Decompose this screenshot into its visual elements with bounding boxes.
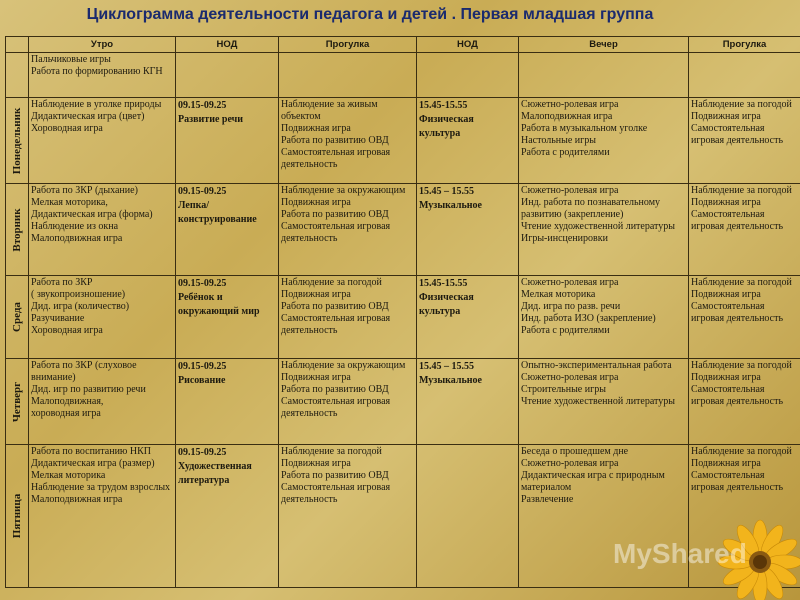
- cell-line: Дидактическая игра (цвет): [31, 111, 145, 122]
- cell-nod-1: [176, 98, 279, 184]
- cell-walk-2: [689, 184, 800, 276]
- cell-line: Рисование: [178, 375, 226, 386]
- cell-line: Работа по ЗКР: [31, 277, 93, 288]
- cell-line: Дидактическая игра (форма): [31, 209, 153, 220]
- cell-morning: [29, 359, 176, 445]
- cell-line: Музыкальное: [419, 375, 482, 386]
- cell-line: Самостоятельная игровая деятельность: [691, 470, 784, 493]
- cell-line: 09.15-09.25: [178, 186, 227, 197]
- table-row: [6, 184, 800, 276]
- cell-line: Наблюдение за погодой: [691, 446, 792, 457]
- cell-nod-1: [176, 184, 279, 276]
- cell-line: Сюжетно-ролевая игра: [521, 99, 619, 110]
- cell-line: Работа по ЗКР (дыхание): [31, 185, 138, 196]
- cell-line: Лепка/конструирование: [178, 200, 257, 225]
- cell-line: Малоподвижная игра: [31, 233, 123, 244]
- day-cell: [6, 98, 29, 184]
- cell-empty: [279, 53, 417, 98]
- table-row-general: [6, 53, 800, 98]
- cell-line: Инд. работа ИЗО (закрепление): [521, 313, 656, 324]
- cell-line: Сюжетно-ролевая игра: [521, 372, 619, 383]
- cell-line: Хороводная игра: [31, 325, 103, 336]
- cell-line: Самостоятельная игровая деятельность: [691, 384, 784, 407]
- cell-line: Подвижная игра: [281, 458, 351, 469]
- cell-line: Беседа о прошедшем дне: [521, 446, 629, 457]
- cell-walk-1: [279, 98, 417, 184]
- header-morning: Утро: [29, 37, 176, 53]
- cell-line: Хороводная игра: [31, 123, 103, 134]
- table-row: [6, 98, 800, 184]
- header-nod-2: НОД: [417, 37, 519, 53]
- cell-evening: [519, 98, 689, 184]
- day-label: Четверг: [11, 381, 23, 422]
- cell-line: Самостоятельная игровая деятельность: [691, 209, 784, 232]
- cell-line: Наблюдение за погодой: [281, 277, 382, 288]
- cell-line: Опытно-экспериментальная работа: [521, 360, 672, 371]
- cell-line: Подвижная игра: [281, 197, 351, 208]
- cell-line: Малоподвижная игра: [31, 494, 123, 505]
- day-cell: [6, 445, 29, 588]
- table-row: [6, 359, 800, 445]
- cell-line: Наблюдение за погодой: [281, 446, 382, 457]
- cell-line: Дид. игр по развитию речи: [31, 384, 146, 395]
- cell-line: 15.45 – 15.55: [419, 361, 474, 372]
- cell-nod-1: [176, 276, 279, 359]
- day-cell-empty: [6, 53, 29, 98]
- cell-nod-1: [176, 445, 279, 588]
- cell-line: Сюжетно-ролевая игра: [521, 277, 619, 288]
- day-label: Пятница: [11, 493, 23, 539]
- cell-nod-2: [417, 98, 519, 184]
- cell-empty: [417, 53, 519, 98]
- cell-line: Самостоятельная игровая деятельность: [281, 396, 391, 419]
- cell-empty: [519, 53, 689, 98]
- cell-nod-2: [417, 445, 519, 588]
- cell-line: Подвижная игра: [691, 458, 761, 469]
- cell-line: 09.15-09.25: [178, 361, 227, 372]
- cell-line: Малоподвижная,: [31, 396, 104, 407]
- cell-line: 15.45 – 15.55: [419, 186, 474, 197]
- cell-line: Работа с родителями: [521, 325, 610, 336]
- cell-line: Чтение художественной литературы: [521, 396, 675, 407]
- cell-line: хороводная игра: [31, 408, 101, 419]
- cell-line: 09.15-09.25: [178, 100, 227, 111]
- cell-line: Работа по развитию ОВД: [281, 209, 389, 220]
- cell-line: Наблюдение за живым объектом: [281, 99, 378, 122]
- cell-line: Дидактическая игра (размер): [31, 458, 155, 469]
- cell-line: Работа по развитию ОВД: [281, 470, 389, 481]
- cell-line: Музыкальное: [419, 200, 482, 211]
- cell-line: Работа по развитию ОВД: [281, 384, 389, 395]
- cell-line: Работа по воспитанию НКП: [31, 446, 151, 457]
- cell-line: Подвижная игра: [691, 289, 761, 300]
- cell-line: Физическая культура: [419, 114, 474, 139]
- cell-walk-1: [279, 184, 417, 276]
- cell-walk-2: [689, 276, 800, 359]
- cell-line: Мелкая моторика,: [31, 197, 108, 208]
- cell-line: Малоподвижная игра: [521, 111, 613, 122]
- cell-line: Наблюдение за погодой: [691, 99, 792, 110]
- day-label: Вторник: [11, 207, 23, 252]
- cell-line: Самостоятельная игровая деятельность: [281, 313, 391, 336]
- header-corner: [6, 37, 29, 53]
- table-row: [6, 276, 800, 359]
- cell-line: 15.45-15.55: [419, 100, 468, 111]
- header-walk-2: Прогулка: [689, 37, 800, 53]
- day-label: Среда: [11, 302, 23, 332]
- cell-walk-1: [279, 445, 417, 588]
- cell-walk-2: [689, 98, 800, 184]
- cell-line: Самостоятельная игровая деятельность: [691, 123, 784, 146]
- cell-line: Наблюдение за окружающим: [281, 360, 406, 371]
- cell-line: Дид. игра по разв. речи: [521, 301, 621, 312]
- cell-line: Наблюдение за погодой: [691, 360, 792, 371]
- day-cell: [6, 359, 29, 445]
- cell-line: Самостоятельная игровая деятельность: [281, 147, 391, 170]
- cell-line: Работа по формированию КГН: [31, 66, 163, 77]
- cell-line: 09.15-09.25: [178, 278, 227, 289]
- cell-line: Подвижная игра: [691, 111, 761, 122]
- cell-line: Подвижная игра: [691, 197, 761, 208]
- cell-line: 15.45-15.55: [419, 278, 468, 289]
- watermark: MyShared: [613, 538, 747, 569]
- cell-nod-2: [417, 276, 519, 359]
- cell-line: Самостоятельная игровая деятельность: [281, 221, 391, 244]
- cell-line: Наблюдение в уголке природы: [31, 99, 162, 110]
- cell-line: Наблюдение за погодой: [691, 277, 792, 288]
- cell-line: Работа в музыкальном уголке: [521, 123, 648, 134]
- day-cell: [6, 276, 29, 359]
- cell-line: Мелкая моторика: [521, 289, 596, 300]
- cell-line: ( звукопроизношение): [31, 289, 126, 300]
- cell-evening: [519, 359, 689, 445]
- cell-line: Самостоятельная игровая деятельность: [691, 301, 784, 324]
- cell-line: Самостоятельная игровая деятельность: [281, 482, 391, 505]
- cell-empty: [689, 53, 800, 98]
- cell-line: Физическая культура: [419, 292, 474, 317]
- cell-empty: [176, 53, 279, 98]
- cell-line: Развлечение: [521, 494, 574, 505]
- cell-line: Художественная литература: [178, 461, 252, 486]
- cell-line: Подвижная игра: [281, 372, 351, 383]
- page-title: Циклограмма деятельности педагога и детей . Первая младшая группа: [86, 6, 654, 23]
- cell-evening: [519, 276, 689, 359]
- cell-line: Чтение художественной литературы: [521, 221, 675, 232]
- cell-line: Игры-инсценировки: [521, 233, 608, 244]
- schedule-table: [5, 36, 800, 588]
- cell-line: Работа с родителями: [521, 147, 610, 158]
- cell-line: Дид. игра (количество): [31, 301, 130, 312]
- cell-line: Наблюдение за трудом взрослых: [31, 482, 171, 493]
- cell-line: Наблюдение из окна: [31, 221, 119, 232]
- cell-line: Ребёнок и окружающий мир: [178, 292, 260, 317]
- cell-morning: [29, 184, 176, 276]
- cell-line: Дидактическая игра с природным материалом: [521, 470, 665, 493]
- cell-line: Строительные игры: [521, 384, 606, 395]
- cell-nod-2: [417, 184, 519, 276]
- cell-walk-2: [689, 359, 800, 445]
- cell-line: Сюжетно-ролевая игра: [521, 458, 619, 469]
- cell-line: 09.15-09.25: [178, 447, 227, 458]
- cell-line: Разучивание: [31, 313, 85, 324]
- header-nod-1: НОД: [176, 37, 279, 53]
- header-evening: Вечер: [519, 37, 689, 53]
- cell-evening: [519, 184, 689, 276]
- cell-line: Развитие речи: [178, 114, 244, 125]
- cell-line: Работа по развитию ОВД: [281, 301, 389, 312]
- cell-morning: [29, 445, 176, 588]
- day-label: Понедельник: [11, 107, 23, 174]
- cell-nod-2: [417, 359, 519, 445]
- cell-nod-1: [176, 359, 279, 445]
- cell-general-morning: [29, 53, 176, 98]
- cell-line: Настольные игры: [521, 135, 596, 146]
- cell-line: Работа по развитию ОВД: [281, 135, 389, 146]
- cell-line: Инд. работа по познавательному развитию (закрепление): [521, 197, 661, 220]
- cell-line: Подвижная игра: [281, 123, 351, 134]
- day-cell: [6, 184, 29, 276]
- cell-line: Подвижная игра: [691, 372, 761, 383]
- cell-line: Работа по ЗКР (слуховое внимание): [31, 360, 137, 383]
- cell-line: Мелкая моторика: [31, 470, 106, 481]
- header-row: [6, 37, 800, 53]
- cell-morning: [29, 276, 176, 359]
- cell-walk-1: [279, 359, 417, 445]
- cell-line: Наблюдение за погодой: [691, 185, 792, 196]
- cell-morning: [29, 98, 176, 184]
- cell-line: Пальчиковые игры: [31, 54, 111, 65]
- cell-line: Наблюдение за окружающим: [281, 185, 406, 196]
- cell-line: Подвижная игра: [281, 289, 351, 300]
- header-walk-1: Прогулка: [279, 37, 417, 53]
- cell-line: Сюжетно-ролевая игра: [521, 185, 619, 196]
- cell-walk-1: [279, 276, 417, 359]
